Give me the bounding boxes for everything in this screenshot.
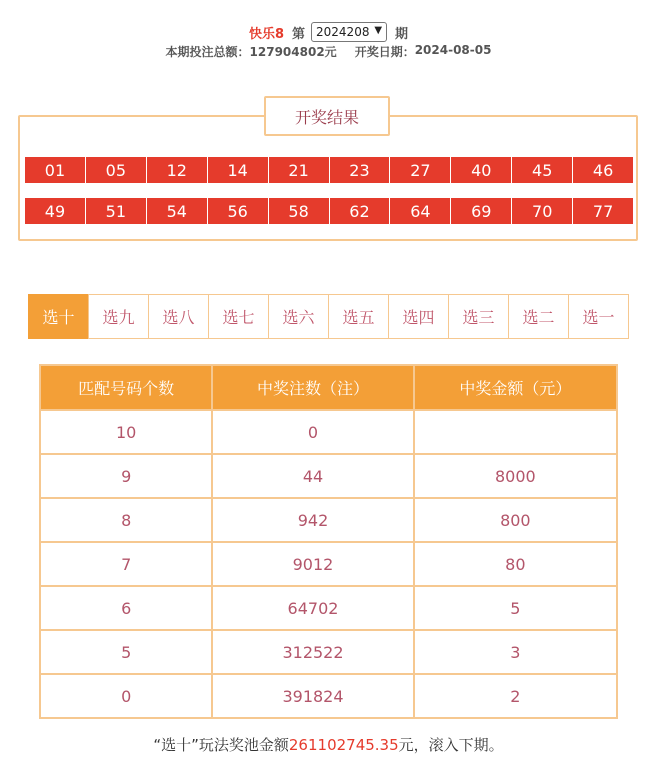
tab-play-type[interactable]: 选三 <box>448 294 509 339</box>
play-type-tabs <box>28 294 629 339</box>
game-name: 快乐8 <box>248 26 284 42</box>
total-bet-value: 127904802元 <box>249 45 337 59</box>
total-bet-label: 本期投注总额： <box>165 45 250 59</box>
winning-number-ball: 64 <box>390 198 451 224</box>
match-count-cell: 8 <box>40 498 212 542</box>
winning-number-ball: 46 <box>573 157 633 183</box>
winning-number-ball: 14 <box>208 157 269 183</box>
table-row <box>40 454 617 498</box>
winning-number-ball: 23 <box>330 157 391 183</box>
winning-number-ball: 51 <box>86 198 147 224</box>
winning-bets-cell: 9012 <box>212 542 413 586</box>
match-count-cell: 9 <box>40 454 212 498</box>
winning-bets-cell: 44 <box>212 454 413 498</box>
draw-date-value: 2024-08-05 <box>414 43 492 57</box>
prize-table-header <box>40 365 617 410</box>
header-winning-bets: 中奖注数（注） <box>212 365 413 410</box>
pool-amount: 261102745.35 <box>288 736 399 754</box>
winning-number-ball: 54 <box>147 198 208 224</box>
tab-play-type[interactable]: 选四 <box>388 294 449 339</box>
winning-number-ball: 21 <box>269 157 330 183</box>
match-count-cell: 7 <box>40 542 212 586</box>
winning-numbers-row-1 <box>25 157 633 183</box>
winning-number-ball: 05 <box>86 157 147 183</box>
winning-bets-cell: 0 <box>212 410 413 454</box>
table-row <box>40 630 617 674</box>
chevron-down-icon: ▼ <box>374 25 383 36</box>
prize-amount-cell <box>414 410 617 454</box>
winning-number-ball: 27 <box>390 157 451 183</box>
prize-amount-cell: 8000 <box>414 454 617 498</box>
prize-amount-cell: 3 <box>414 630 617 674</box>
pool-prefix: “选十”玩法奖池金额 <box>153 736 289 754</box>
table-row <box>40 674 617 718</box>
tab-play-type[interactable]: 选十 <box>28 294 89 339</box>
table-row <box>40 586 617 630</box>
winning-bets-cell: 312522 <box>212 630 413 674</box>
tab-play-type[interactable]: 选五 <box>328 294 389 339</box>
match-count-cell: 10 <box>40 410 212 454</box>
winning-number-ball: 56 <box>208 198 269 224</box>
prize-pool-line <box>0 734 657 756</box>
winning-number-ball: 62 <box>330 198 391 224</box>
tab-play-type[interactable]: 选八 <box>148 294 209 339</box>
table-row <box>40 498 617 542</box>
winning-number-ball: 12 <box>147 157 208 183</box>
winning-bets-cell: 391824 <box>212 674 413 718</box>
winning-number-ball: 49 <box>25 198 86 224</box>
tab-play-type[interactable]: 选九 <box>88 294 149 339</box>
header-match-count: 匹配号码个数 <box>40 365 212 410</box>
winning-number-ball: 58 <box>269 198 330 224</box>
winning-number-ball: 69 <box>451 198 512 224</box>
prize-amount-cell: 80 <box>414 542 617 586</box>
match-count-cell: 6 <box>40 586 212 630</box>
prize-table <box>39 364 618 719</box>
winning-bets-cell: 942 <box>212 498 413 542</box>
winning-number-ball: 01 <box>25 157 86 183</box>
draw-date-label: 开奖日期： <box>354 45 415 59</box>
issue-prefix-label: 第 <box>292 26 306 42</box>
pool-suffix: 元，滚入下期。 <box>398 736 504 754</box>
issue-suffix-label: 期 <box>395 26 409 42</box>
issue-header <box>0 19 657 45</box>
prize-amount-cell: 2 <box>414 674 617 718</box>
draw-result-title: 开奖结果 <box>264 96 390 136</box>
tab-play-type[interactable]: 选一 <box>568 294 629 339</box>
header-prize-amount: 中奖金额（元） <box>414 365 617 410</box>
prize-amount-cell: 5 <box>414 586 617 630</box>
issue-select[interactable] <box>311 22 387 42</box>
winning-number-ball: 45 <box>512 157 573 183</box>
issue-summary <box>0 43 657 61</box>
issue-select-value: 2024208 <box>316 25 370 39</box>
match-count-cell: 0 <box>40 674 212 718</box>
match-count-cell: 5 <box>40 630 212 674</box>
winning-number-ball: 40 <box>451 157 512 183</box>
tab-play-type[interactable]: 选七 <box>208 294 269 339</box>
tab-play-type[interactable]: 选六 <box>268 294 329 339</box>
table-row <box>40 410 617 454</box>
prize-amount-cell: 800 <box>414 498 617 542</box>
table-row <box>40 542 617 586</box>
winning-number-ball: 70 <box>512 198 573 224</box>
winning-number-ball: 77 <box>573 198 633 224</box>
winning-bets-cell: 64702 <box>212 586 413 630</box>
winning-numbers-row-2 <box>25 198 633 224</box>
tab-play-type[interactable]: 选二 <box>508 294 569 339</box>
